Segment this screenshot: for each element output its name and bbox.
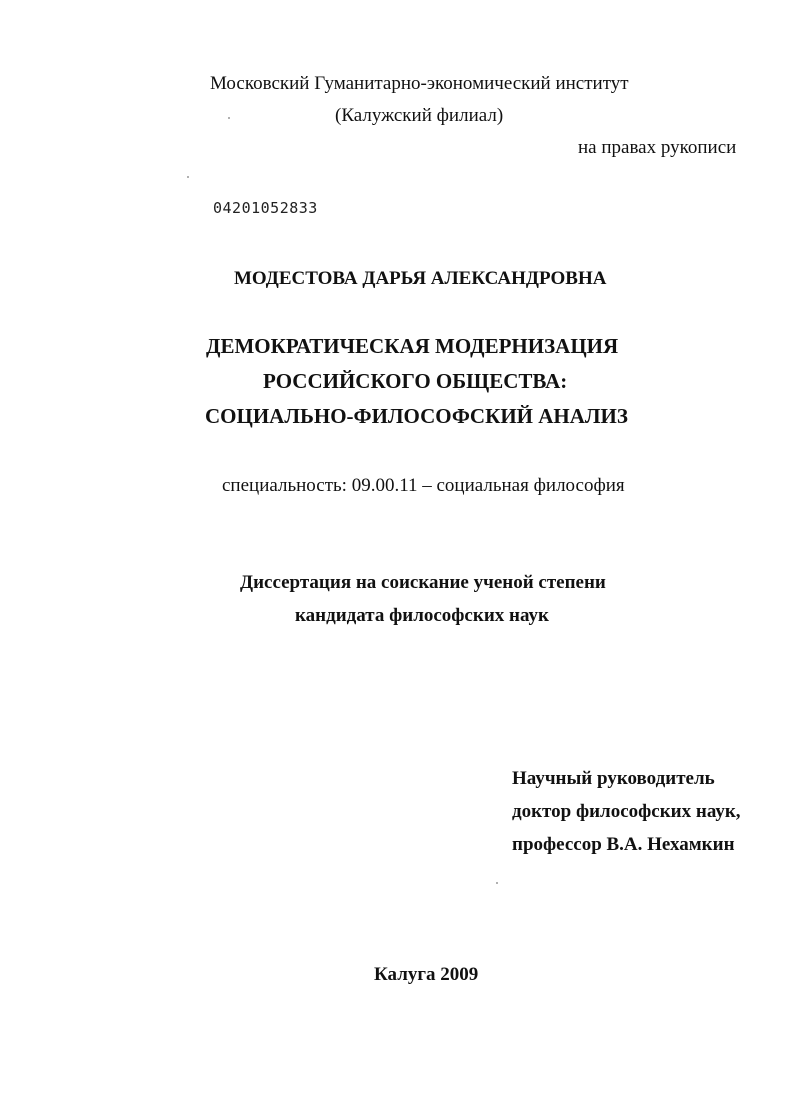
author-name: МОДЕСТОВА ДАРЬЯ АЛЕКСАНДРОВНА <box>234 268 607 289</box>
supervisor-line-1: Научный руководитель <box>512 768 715 789</box>
branch-name: (Калужский филиал) <box>335 105 504 126</box>
scan-speck <box>496 882 498 884</box>
catalog-number: 04201052833 <box>213 199 318 217</box>
scan-speck <box>187 176 189 178</box>
scan-speck <box>228 117 230 119</box>
supervisor-line-3: профессор В.А. Нехамкин <box>512 834 735 855</box>
title-line-3: СОЦИАЛЬНО-ФИЛОСОФСКИЙ АНАЛИЗ <box>205 404 628 428</box>
title-line-2: РОССИЙСКОГО ОБЩЕСТВА: <box>263 369 568 393</box>
supervisor-line-2: доктор философских наук, <box>512 801 741 822</box>
place-year: Калуга 2009 <box>374 964 479 985</box>
specialty: специальность: 09.00.11 – социальная философия <box>222 475 625 496</box>
manuscript-note: на правах рукописи <box>578 137 737 158</box>
degree-line-1: Диссертация на соискание ученой степени <box>240 572 606 593</box>
institute-name: Московский Гуманитарно-экономический институт <box>210 73 629 94</box>
title-line-1: ДЕМОКРАТИЧЕСКАЯ МОДЕРНИЗАЦИЯ <box>206 334 619 358</box>
degree-line-2: кандидата философских наук <box>295 605 549 626</box>
